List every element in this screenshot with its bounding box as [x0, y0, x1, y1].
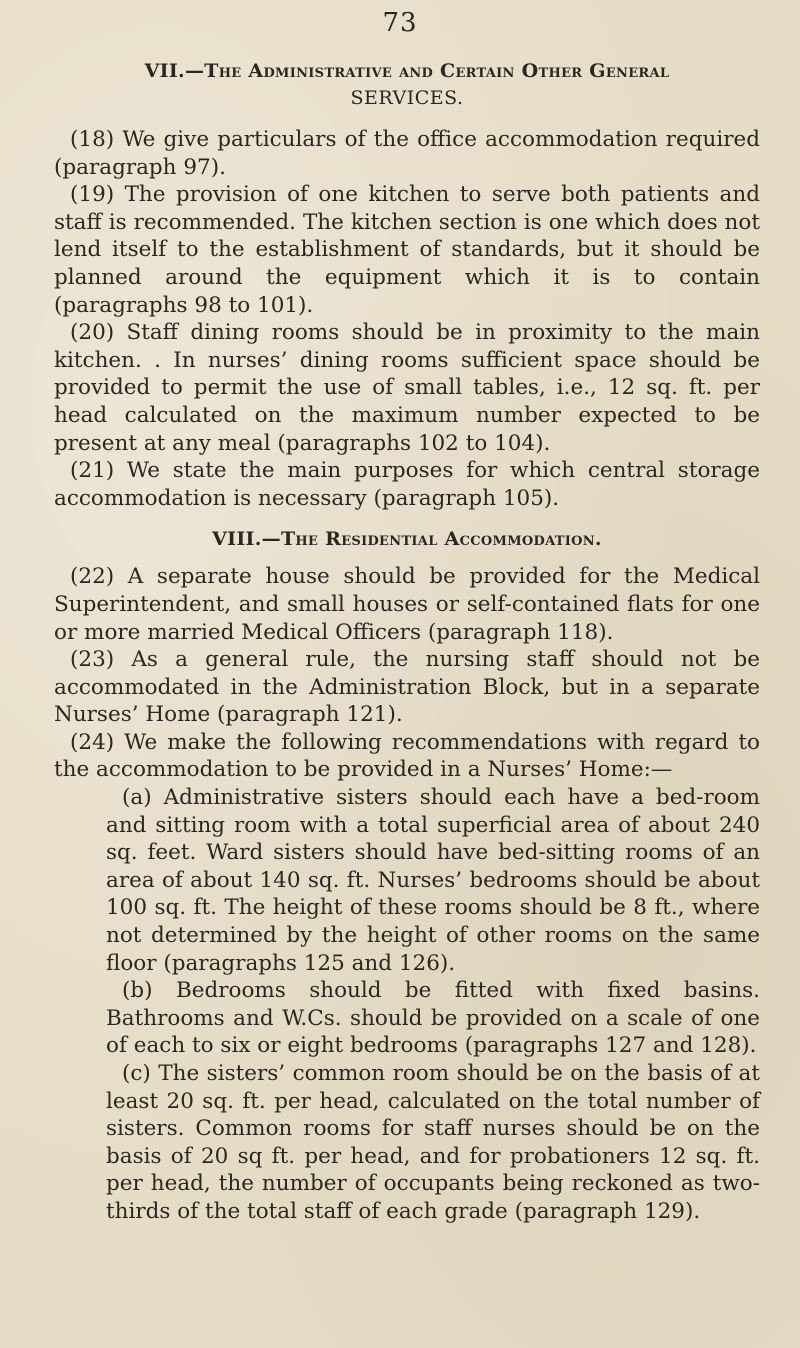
section-vii-heading-prefix: VII.—	[144, 60, 205, 82]
paragraph-number: (18)	[70, 127, 115, 152]
section-viii-heading-title: The Residential Accommodation.	[280, 528, 602, 551]
paragraph-number: (24)	[70, 729, 115, 755]
paragraph-text: Staff dining rooms should be in proximity to the main kitchen. . In nurses’ dining rooms sufficient space should be provided to permit the use of small tables, i.e., 12 sq. ft. per head calculated on the maximum number expected to be present at any meal (paragraphs 102 to 104).	[54, 320, 760, 456]
subparagraph-letter: (b)	[122, 978, 153, 1004]
paragraph-text: We give particulars of the office accommodation required (paragraph 97).	[54, 127, 760, 180]
paragraph-text: We make the following recommendations with regard to the accommodation to be provided in a Nurses’ Home:—	[54, 729, 760, 783]
subparagraph-letter: (c)	[122, 1061, 151, 1086]
subparagraph-b	[106, 977, 760, 1060]
section-vii-heading-line2: SERVICES.	[350, 87, 464, 109]
paragraph-23	[54, 646, 760, 729]
paragraph-22	[54, 563, 760, 646]
paragraph-number: (22)	[70, 564, 115, 590]
paragraph-text: As a general rule, the nursing staff should not be accommodated in the Administration Block, but in a separate Nurses’ Home (paragraph 121).	[54, 647, 760, 728]
paragraph-text: We state the main purposes for which central storage accommodation is necessary (paragraph 105).	[54, 458, 760, 511]
paragraph-19	[54, 181, 760, 319]
paragraph-18	[54, 126, 760, 181]
paragraph-text: The provision of one kitchen to serve both patients and staff is recommended. The kitchen section is one which does not lend itself to the establishment of standards, but it should be planned around the equipment which it is to contain (paragraphs 98 to 101).	[54, 182, 760, 318]
subparagraph-a	[106, 784, 760, 977]
section-viii-heading	[54, 526, 760, 553]
subparagraph-letter: (a)	[122, 785, 152, 811]
section-viii-heading-prefix: VIII.—	[212, 528, 281, 551]
page-body	[54, 58, 760, 1226]
paragraph-24	[54, 729, 760, 784]
paragraph-number: (20)	[70, 320, 115, 346]
section-vii-heading-title: The Administrative and Certain Other General	[204, 60, 670, 82]
paragraph-21	[54, 457, 760, 512]
page-number: 73	[382, 8, 418, 38]
subparagraph-c	[106, 1060, 760, 1226]
subparagraph-text: The sisters’ common room should be on the basis of at least 20 sq. ft. per head, calculated on the total number of sisters. Common rooms for staff nurses should be on the basis of 20 sq ft. per head, and for probationers 12 sq. ft. per head, the number of occupants being reckoned as two-thirds of the total staff of each grade (paragraph 129).	[106, 1061, 760, 1224]
paragraph-number: (21)	[70, 458, 115, 484]
paragraph-20	[54, 319, 760, 457]
paragraph-number: (23)	[70, 647, 115, 673]
paragraph-number: (19)	[70, 182, 115, 208]
paragraph-text: A separate house should be provided for the Medical Superintendent, and small houses or self-contained flats for one or more married Medical Officers (paragraph 118).	[54, 564, 760, 645]
subparagraph-text: Bedrooms should be fitted with fixed basins. Bathrooms and W.Cs. should be provided on a scale of one of each to six or eight bedrooms (paragraphs 127 and 128).	[106, 978, 760, 1059]
subparagraph-text: Administrative sisters should each have a bed-room and sitting room with a total superficial area of about 240 sq. feet. Ward sisters should have bed-sitting rooms of an area of about 140 sq. ft. Nurses’ bedrooms should be about 100 sq. ft. The height of these rooms should be 8 ft., where not determined by the height of other rooms on the same floor (paragraphs 125 and 126).	[106, 785, 760, 976]
subparagraph-list	[106, 784, 760, 1226]
section-vii-heading	[54, 58, 760, 85]
